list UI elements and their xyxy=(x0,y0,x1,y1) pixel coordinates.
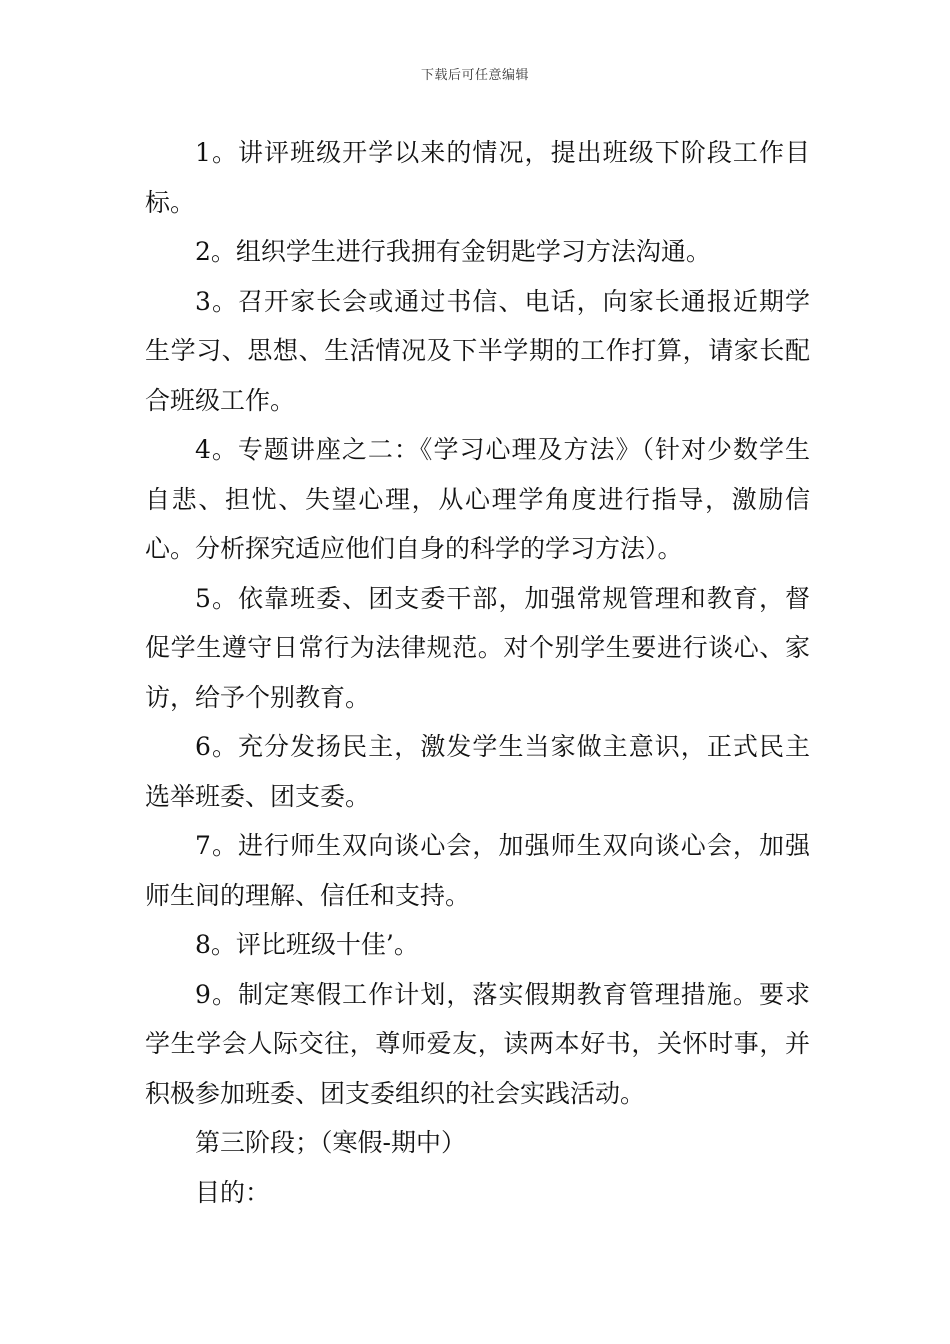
paragraph-2: 2。组织学生进行我拥有金钥匙学习方法沟通。 xyxy=(195,237,711,266)
section-heading: 第三阶段；（寒假-期中） xyxy=(195,1128,466,1157)
paragraph-3: 3。召开家长会或通过书信、电话，向家长通报近期学生学习、思想、生活情况及下半学期的工作打算，请家长配合班级工作。 xyxy=(145,286,810,415)
paragraph-9: 9。制定寒假工作计划，落实假期教育管理措施。要求学生学会人际交往，尊师爱友，读两本好书，关怀时事，并积极参加班委、团支委组织的社会实践活动。 xyxy=(145,979,810,1108)
paragraph-8: 8。评比班级十佳’。 xyxy=(195,930,419,959)
page-header: 下载后可任意编辑 xyxy=(420,68,529,83)
paragraph-7: 7。进行师生双向谈心会，加强师生双向谈心会，加强师生间的理解、信任和支持。 xyxy=(145,831,810,910)
purpose-label: 目的： xyxy=(195,1177,271,1207)
document-body xyxy=(145,128,810,1217)
paragraph-1: 1。讲评班级开学以来的情况，提出班级下阶段工作目标。 xyxy=(145,138,810,217)
paragraph-5: 5。依靠班委、团支委干部，加强常规管理和教育，督促学生遵守日常行为法律规范。对个别学生要进行谈心、家访，给予个别教育。 xyxy=(145,583,810,712)
paragraph-4: 4。专题讲座之二：《学习心理及方法》（针对少数学生自悲、担忧、失望心理，从心理学角度进行指导，激励信心。分析探究适应他们自身的科学的学习方法）。 xyxy=(145,435,810,563)
paragraph-6: 6。充分发扬民主，激发学生当家做主意识，正式民主选举班委、团支委。 xyxy=(145,732,810,811)
